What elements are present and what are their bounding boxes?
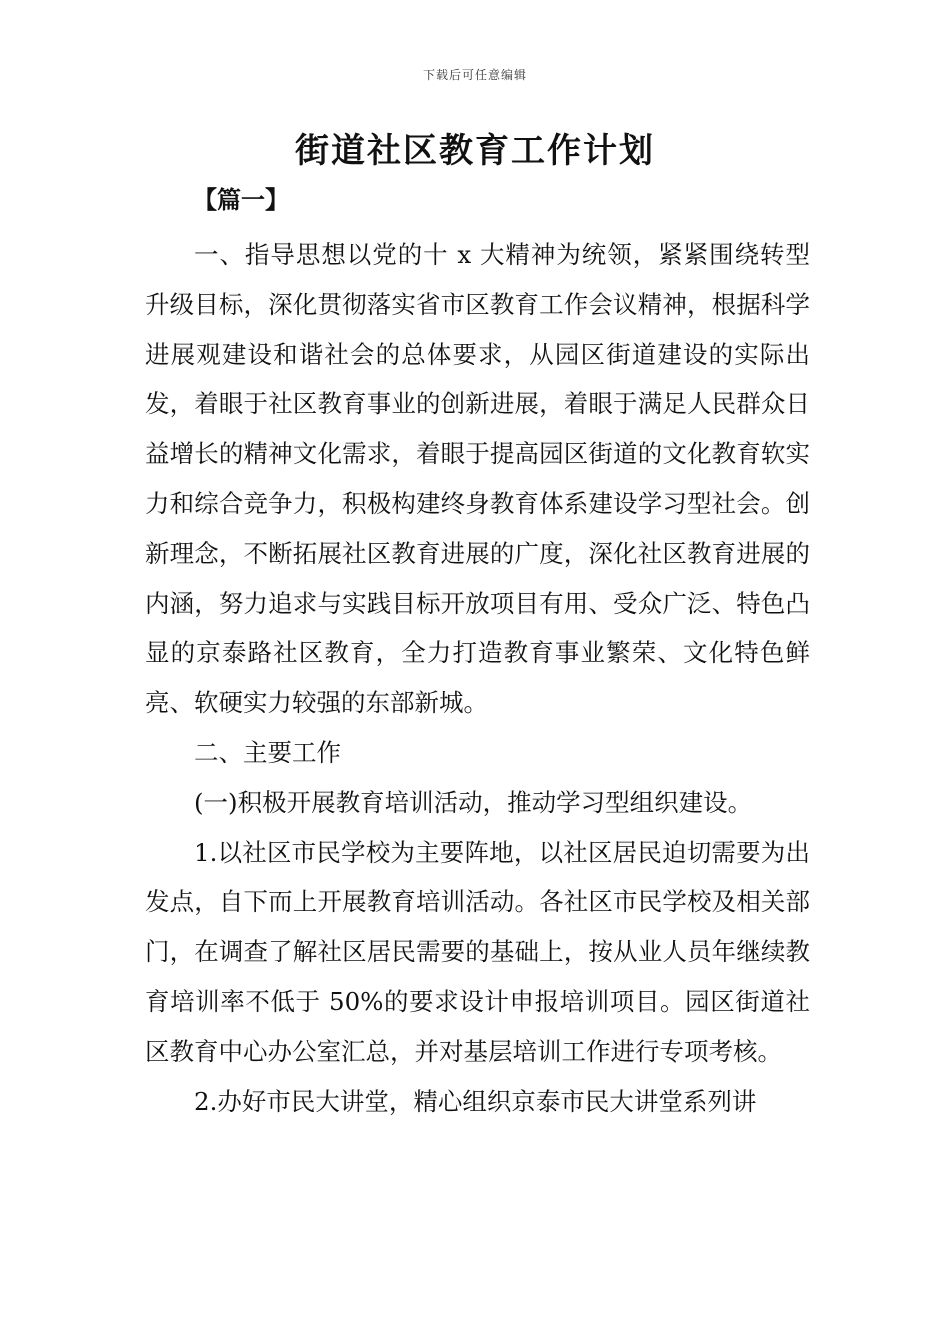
paragraph-guiding-ideology: 一、指导思想以党的十 x 大精神为统领，紧紧围绕转型升级目标，深化贯彻落实省市区教育工作会议精神，根据科学进展观建设和谐社会的总体要求，从园区街道建设的实际出发，着眼于社区教育事业的创新进展，着眼于满足人民群众日益增长的精神文化需求，着眼于提高园区街道的文化教育软实力和综合竞争力，积极构建终身教育体系建设学习型社会。创新理念，不断拓展社区教育进展的广度，深化社区教育进展的内涵，努力追求与实践目标开放项目有用、受众广泛、特色凸显的京泰路社区教育，全力打造教育事业繁荣、文化特色鲜亮、软硬实力较强的东部新城。 bbox=[145, 240, 810, 718]
section-label: 【篇一】 bbox=[193, 185, 289, 214]
paragraph-main-work-heading: 二、主要工作 bbox=[194, 737, 341, 767]
paragraph-subheading-1: (一)积极开展教育培训活动，推动学习型组织建设。 bbox=[194, 787, 753, 817]
document-title: 街道社区教育工作计划 bbox=[295, 131, 655, 171]
paragraph-item-1: 1.以社区市民学校为主要阵地，以社区居民迫切需要为出发点，自下而上开展教育培训活动。各社区市民学校及相关部门，在调查了解社区居民需要的基础上，按从业人员年继续教育培训率不低于 50%的要求设计申报培训项目。园区街道社区教育中心办公室汇总，并对基层培训工作进行专项考核。 bbox=[145, 837, 810, 1066]
document-body bbox=[145, 180, 810, 1126]
header-note: 下载后可任意编辑 bbox=[422, 68, 527, 82]
paragraph-item-2: 2.办好市民大讲堂，精心组织京泰市民大讲堂系列讲 bbox=[194, 1086, 757, 1116]
